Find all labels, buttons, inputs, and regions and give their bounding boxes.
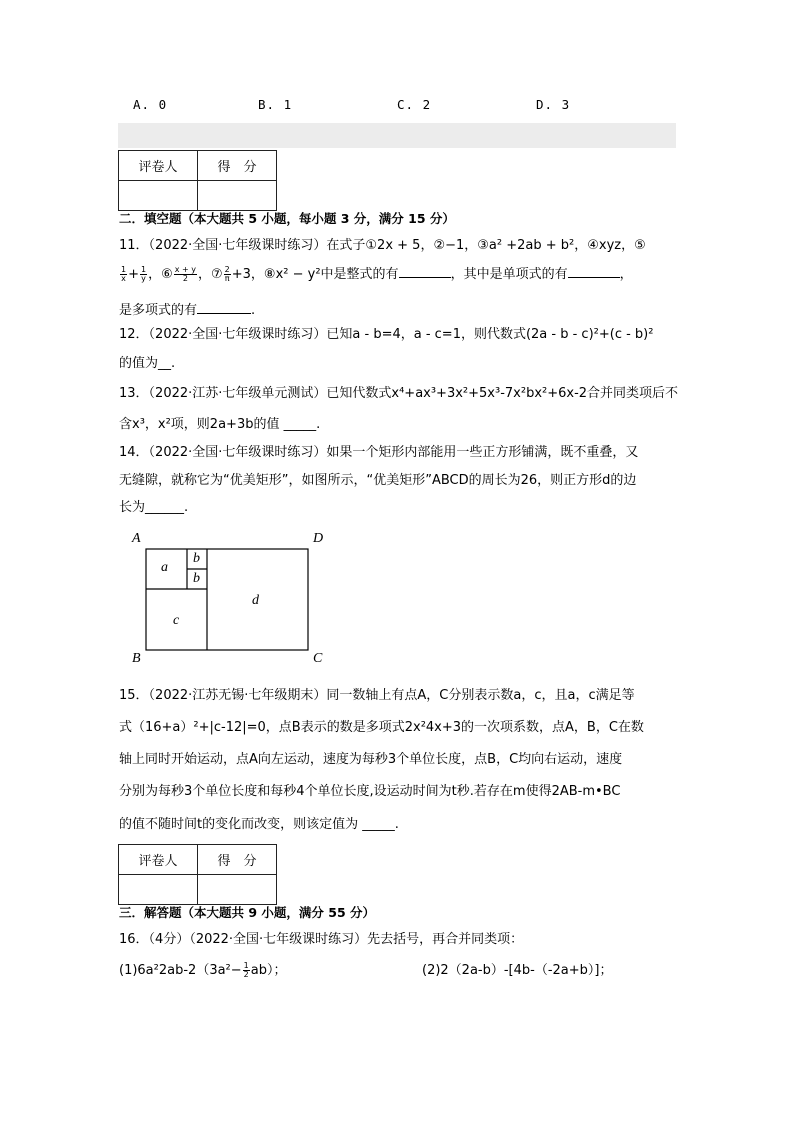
fraction: $\frac{1}{2}$: [243, 961, 249, 979]
option-d: D. 3: [536, 97, 571, 112]
grader-header: 评卷人: [119, 845, 198, 875]
q15-line3: 轴上同时开始运动，点A向左运动，速度为每秒3个单位长度，点B，C均向右运动，速度: [119, 752, 623, 767]
corner-label-d: D: [313, 531, 324, 546]
score-header: 得 分: [198, 845, 277, 875]
square-label-d: d: [252, 593, 259, 608]
score-table: [118, 150, 277, 211]
q15-line5: 的值不随时间t的变化而改变，则该定值为 _____.: [119, 817, 399, 832]
section-title-fill-in: 二．填空题（本大题共 5 小题，每小题 3 分，满分 15 分）: [119, 211, 455, 226]
corner-label-b: B: [132, 651, 141, 666]
fraction: $\frac{1}{y}$: [141, 265, 147, 283]
square-label-b1: b: [193, 551, 200, 566]
q11-line1: 11．（2022·全国·七年级课时练习）在式子①2x + 5，②−1，③a² +2ab + b²，④xyz，⑤: [119, 238, 646, 253]
q15-line4: 分别为每秒3个单位长度和每秒4个单位长度,设运动时间为t秒.若存在m使得2AB-m•BC: [119, 784, 621, 799]
score-table: [118, 844, 277, 905]
q13-line1: 13．（2022·江苏·七年级单元测试）已知代数式x⁴+ax³+3x²+5x³-7x²bx²+6x-2合并同类项后不: [119, 386, 679, 401]
q13-line2: 含x³，x²项，则2a+3b的值 _____.: [119, 417, 321, 432]
score-cell[interactable]: [198, 875, 277, 905]
corner-label-c: C: [313, 651, 323, 666]
square-label-b2: b: [193, 571, 200, 586]
section-title-answer: 三．解答题（本大题共 9 小题，满分 55 分）: [119, 905, 376, 920]
option-c: C. 2: [397, 97, 432, 112]
grader-header: 评卷人: [119, 151, 198, 181]
grader-cell[interactable]: [119, 875, 198, 905]
corner-label-a: A: [132, 531, 141, 546]
separator-bar: [118, 123, 676, 148]
score-cell[interactable]: [198, 181, 277, 211]
score-header: 得 分: [198, 151, 277, 181]
q16-line1: 16．（4分）（2022·全国·七年级课时练习）先去括号，再合并同类项：: [119, 932, 524, 947]
answer-blank[interactable]: [568, 264, 620, 278]
fraction: $\frac{1}{x}$: [121, 265, 127, 283]
q14-line2: 无缝隙，就称它为“优美矩形”，如图所示，“优美矩形”ABCD的周长为26，则正方形d的边: [119, 473, 637, 488]
grader-cell[interactable]: [119, 181, 198, 211]
rectangle-diagram: [130, 528, 330, 668]
option-a: A. 0: [133, 97, 168, 112]
q14-line3: 长为______.: [119, 500, 189, 515]
q11-line2: $\frac{1}{x}$ + $\frac{1}{y}$ ，⑥ $\frac{x + y}{2}$ ，⑦ $\frac{2}{\pi}$ +3，⑧x² − y²中是整式的有 ，其中是单项式的有 ，: [121, 265, 633, 283]
beautiful-rectangle-figure: [130, 528, 330, 668]
answer-blank[interactable]: [399, 264, 451, 278]
fraction: $\frac{2}{\pi}$: [224, 265, 230, 283]
q11-line3: 是多项式的有 .: [119, 300, 255, 320]
q16-part1: (1)6a²2ab-2（3a²− $\frac{1}{2}$ ab）；: [119, 961, 287, 979]
square-label-a: a: [161, 560, 168, 575]
q15-line2: 式（16+a）²+|c-12|=0，点B表示的数是多项式2x²4x+3的一次项系数，点A，B，C在数: [119, 720, 644, 735]
fraction: $\frac{x + y}{2}$: [174, 265, 197, 283]
q14-line1: 14．（2022·全国·七年级课时练习）如果一个矩形内部能用一些正方形铺满，既不重叠，又: [119, 445, 639, 460]
q12-line1: 12．（2022·全国·七年级课时练习）已知a - b=4，a - c=1，则代数式(2a - b - c)²+(c - b)²: [119, 327, 654, 342]
answer-blank[interactable]: [197, 300, 251, 314]
option-b: B. 1: [258, 97, 293, 112]
square-label-c: c: [173, 613, 180, 628]
q16-part2: (2)2（2a-b）-[4b-（-2a+b）]；: [422, 963, 613, 978]
q12-line2: 的值为__.: [119, 356, 176, 371]
q15-line1: 15．（2022·江苏无锡·七年级期末）同一数轴上有点A，C分别表示数a，c，且a，c满足等: [119, 688, 635, 703]
